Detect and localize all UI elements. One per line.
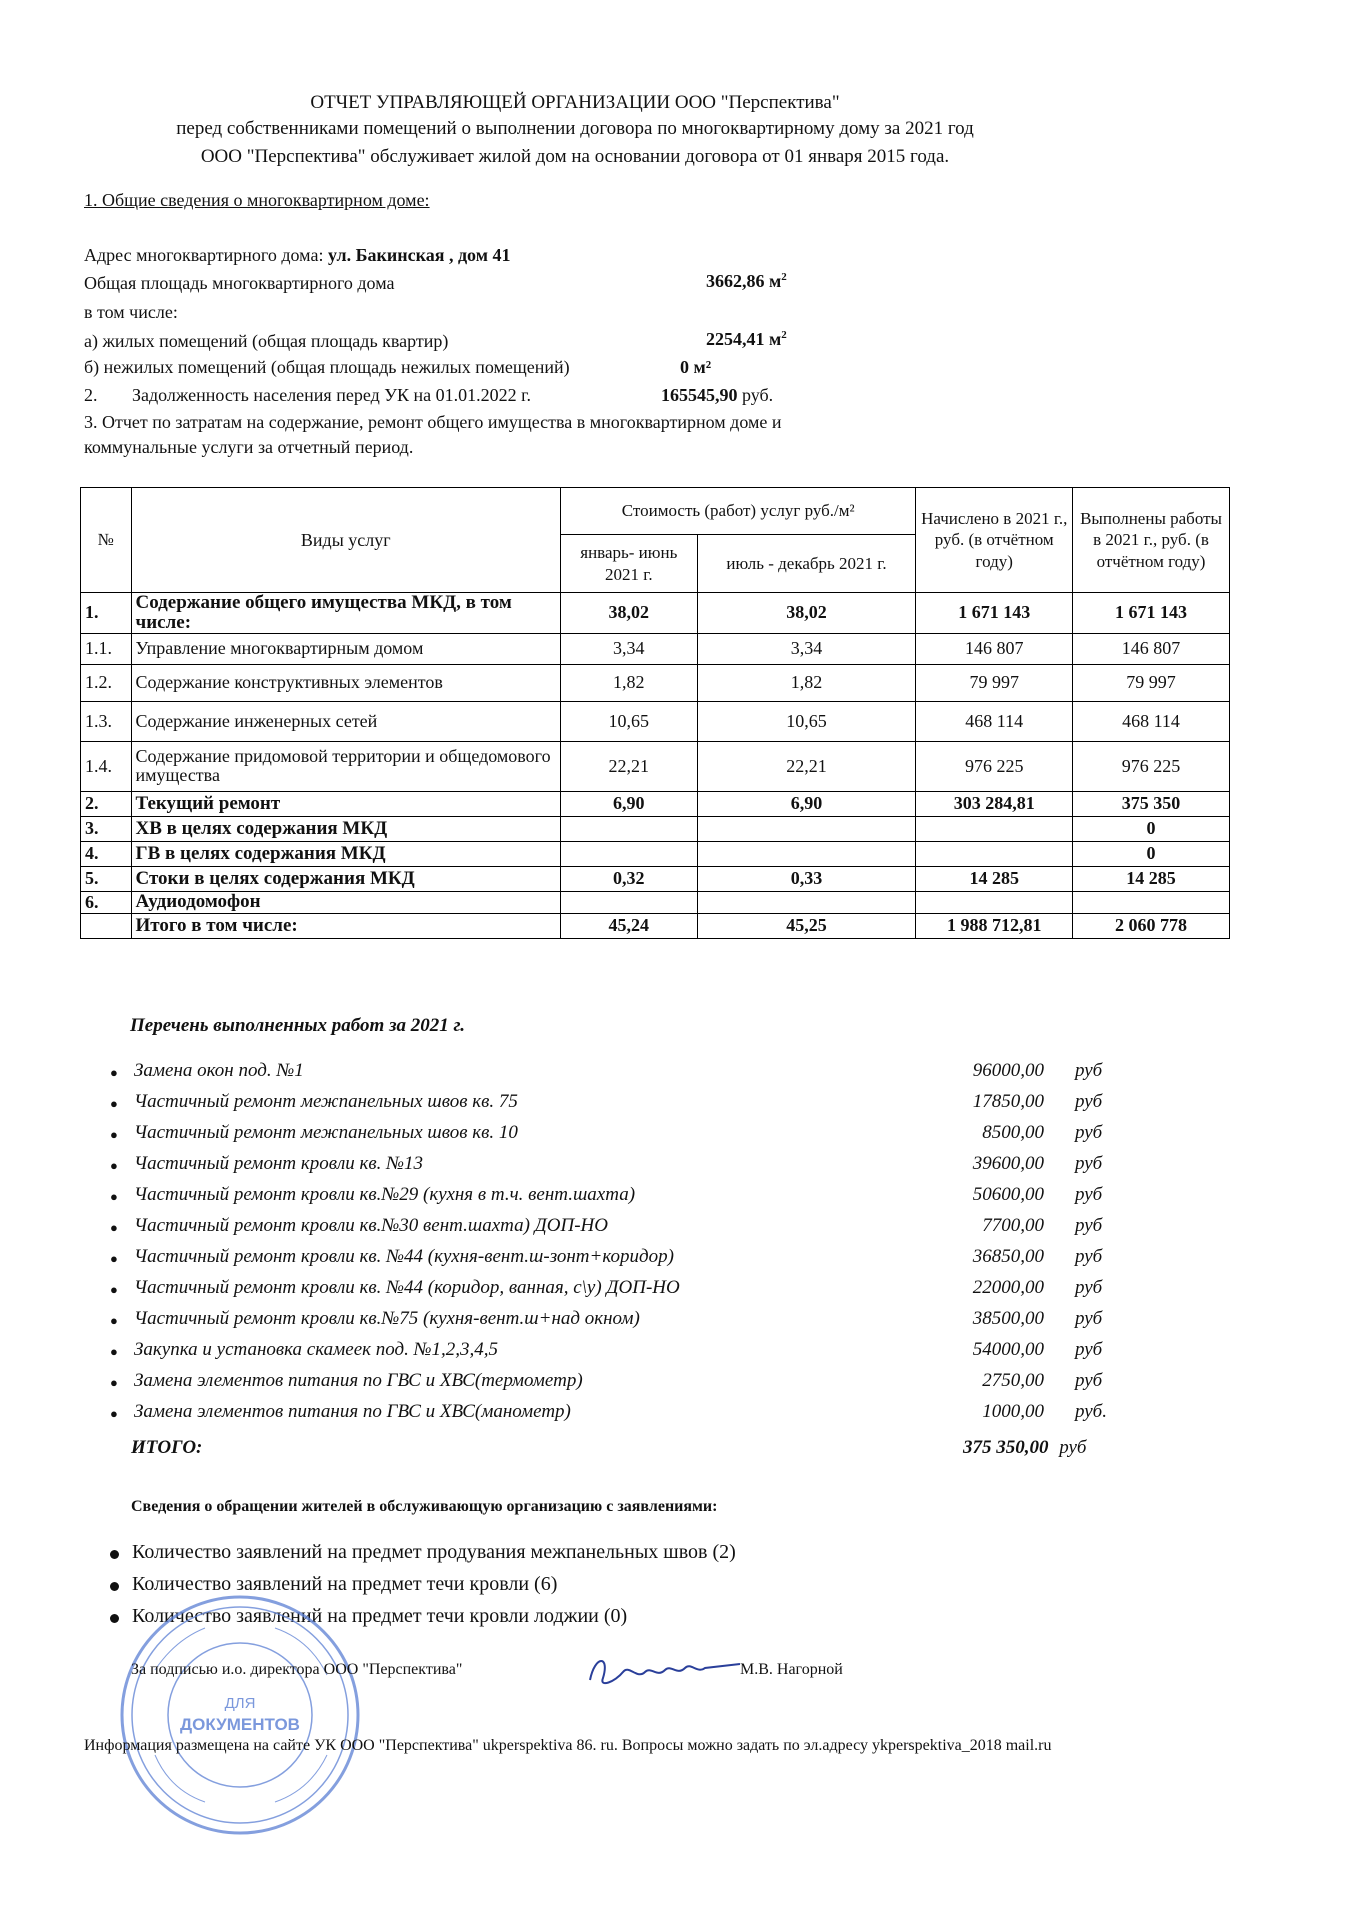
cell-service-name: Содержание придомовой территории и общедомового имущества [131, 741, 561, 791]
work-amount: 17850,00 [972, 1091, 1044, 1112]
address-line [84, 245, 510, 266]
debt-amount: 165545,90 [661, 385, 738, 405]
work-amount: 22000,00 [972, 1277, 1044, 1298]
bullet-icon [110, 1550, 119, 1559]
work-amount: 38500,00 [972, 1308, 1044, 1329]
cell-cost-h1: 10,65 [561, 701, 698, 741]
signatory-name: М.В. Нагорной [740, 1661, 843, 1678]
cell-num: 1. [81, 593, 132, 634]
work-name: Замена элементов питания по ГВС и ХВС(термометр) [134, 1370, 583, 1391]
works-list [102, 1060, 1122, 1432]
work-amount: 54000,00 [972, 1339, 1044, 1360]
application-text: Количество заявлений на предмет продувания межпанельных швов (2) [132, 1541, 736, 1563]
cell-done: 1 671 143 [1073, 593, 1230, 634]
cell-cost-h2: 1,82 [697, 664, 916, 701]
bullet-icon: ● [110, 1375, 118, 1390]
nonliving-label: б) нежилых помещений (общая площадь нежилых помещений) [84, 357, 570, 377]
cell-charged: 303 284,81 [916, 791, 1073, 816]
works-total-line [963, 1437, 1087, 1459]
cell-cost-h2: 0,33 [697, 866, 916, 891]
work-name: Замена окон под. №1 [134, 1060, 304, 1081]
cell-num: 1.1. [81, 633, 132, 664]
cell-cost-h1: 1,82 [561, 664, 698, 701]
work-item [102, 1401, 1122, 1432]
cell-done: 976 225 [1073, 741, 1230, 791]
work-name: Частичный ремонт кровли кв.№29 (кухня в т.ч. вент.шахта) [134, 1184, 636, 1205]
section3-line1: 3. Отчет по затратам на содержание, ремонт общего имущества в многоквартирном доме и [84, 412, 782, 432]
work-item [102, 1184, 1122, 1215]
applications-title: Сведения о обращении жителей в обслуживающую организацию с заявлениями: [131, 1498, 718, 1515]
bullet-icon: ● [110, 1096, 118, 1111]
works-total-value: 375 350,00 [963, 1437, 1049, 1458]
signature-scribble [585, 1650, 745, 1692]
table-row [81, 791, 1230, 816]
services-table-body [81, 593, 1230, 939]
cell-charged: 1 988 712,81 [916, 913, 1073, 938]
bullet-icon: ● [110, 1158, 118, 1173]
work-currency: руб [1075, 1153, 1103, 1174]
cell-cost-h1 [561, 816, 698, 841]
living-value [706, 329, 787, 350]
cell-charged: 468 114 [916, 701, 1073, 741]
work-currency: руб [1075, 1339, 1103, 1360]
work-amount: 7700,00 [982, 1215, 1044, 1236]
cell-cost-h2: 22,21 [697, 741, 916, 791]
cell-service-name: Содержание общего имущества МКД, в том числе: [131, 593, 561, 634]
table-row [81, 633, 1230, 664]
col-h1-header: январь- июнь 2021 г. [561, 535, 698, 593]
cell-service-name: Аудиодомофон [131, 891, 561, 913]
area-sup: 2 [781, 271, 787, 283]
bullet-icon: ● [110, 1282, 118, 1297]
cell-service-name: Содержание инженерных сетей [131, 701, 561, 741]
organization-stamp [115, 1590, 365, 1840]
area-label: Общая площадь многоквартирного дома [84, 273, 395, 293]
cell-charged: 976 225 [916, 741, 1073, 791]
table-row [81, 841, 1230, 866]
cell-charged: 14 285 [916, 866, 1073, 891]
works-total-cur: руб [1059, 1437, 1087, 1458]
cell-service-name: Итого в том числе: [131, 913, 561, 938]
cell-done: 146 807 [1073, 633, 1230, 664]
works-total-label: ИТОГО: [131, 1437, 203, 1458]
cell-num: 1.3. [81, 701, 132, 741]
cell-charged: 79 997 [916, 664, 1073, 701]
section3-line2: коммунальные услуги за отчетный период. [84, 437, 414, 457]
work-name: Частичный ремонт межпанельных швов кв. 75 [134, 1091, 518, 1112]
work-item [102, 1060, 1122, 1091]
work-amount: 50600,00 [972, 1184, 1044, 1205]
cell-num: 6. [81, 891, 132, 913]
stamp-text-1: ДЛЯ [224, 1695, 256, 1712]
work-currency: руб. [1075, 1401, 1107, 1422]
table-row [81, 816, 1230, 841]
cell-done: 2 060 778 [1073, 913, 1230, 938]
debt-label: Задолженность населения перед УК на 01.01.2022 г. [132, 385, 531, 405]
cell-num: 3. [81, 816, 132, 841]
work-currency: руб [1075, 1370, 1103, 1391]
cell-charged: 1 671 143 [916, 593, 1073, 634]
bullet-icon: ● [110, 1065, 118, 1080]
cell-charged [916, 816, 1073, 841]
cell-cost-h2: 6,90 [697, 791, 916, 816]
work-item [102, 1370, 1122, 1401]
cell-service-name: ГВ в целях содержания МКД [131, 841, 561, 866]
work-currency: руб [1075, 1308, 1103, 1329]
work-name: Частичный ремонт кровли кв. №13 [134, 1153, 424, 1174]
work-item [102, 1091, 1122, 1122]
cell-cost-h1: 22,21 [561, 741, 698, 791]
col-kind-header: Виды услуг [131, 488, 561, 593]
cell-cost-h1 [561, 841, 698, 866]
bullet-icon: ● [110, 1406, 118, 1421]
work-amount: 1000,00 [982, 1401, 1044, 1422]
col-done-header: Выполнены работы в 2021 г., руб. (в отчётном году) [1073, 488, 1230, 593]
works-title: Перечень выполненных работ за 2021 г. [130, 1015, 465, 1036]
work-currency: руб [1075, 1060, 1103, 1081]
work-currency: руб [1075, 1122, 1103, 1143]
table-row [81, 741, 1230, 791]
work-item [102, 1215, 1122, 1246]
table-row [81, 664, 1230, 701]
table-row [81, 866, 1230, 891]
cell-cost-h2: 45,25 [697, 913, 916, 938]
work-name: Частичный ремонт кровли кв. №44 (кухня-вент.ш-зонт+коридор) [134, 1246, 674, 1267]
footer-info: Информация размещена на сайте УК ООО "Перспектива" ukperspektiva 86. ru. Вопросы можно задать по эл.адресу ykperspektiva_2018 mail.ru [84, 1737, 1052, 1754]
cell-num: 2. [81, 791, 132, 816]
cell-done: 79 997 [1073, 664, 1230, 701]
cell-done: 14 285 [1073, 866, 1230, 891]
address-label: Адрес многоквартирного дома: [84, 245, 324, 265]
cell-service-name: Управление многоквартирным домом [131, 633, 561, 664]
bullet-icon: ● [110, 1251, 118, 1266]
cell-num: 1.2. [81, 664, 132, 701]
work-name: Закупка и установка скамеек под. №1,2,3,4,5 [134, 1339, 499, 1360]
cell-cost-h1: 3,34 [561, 633, 698, 664]
col-h2-header: июль - декабрь 2021 г. [697, 535, 916, 593]
bullet-icon: ● [110, 1189, 118, 1204]
address-value: ул. Бакинская , дом 41 [327, 245, 511, 265]
report-title: ОТЧЕТ УПРАВЛЯЮЩЕЙ ОРГАНИЗАЦИИ ООО "Перспектива" [310, 92, 840, 113]
work-item [102, 1246, 1122, 1277]
cell-done: 468 114 [1073, 701, 1230, 741]
cell-cost-h1: 45,24 [561, 913, 698, 938]
cell-cost-h1 [561, 891, 698, 913]
work-item [102, 1308, 1122, 1339]
work-item [102, 1153, 1122, 1184]
nonliving-value: 0 м² [680, 357, 712, 377]
work-item [102, 1277, 1122, 1308]
bullet-icon: ● [110, 1313, 118, 1328]
signature-label: За подписью и.о. директора ООО "Перспектива" [131, 1661, 463, 1678]
col-cost-header: Стоимость (работ) услуг руб./м² [561, 488, 916, 535]
cell-service-name: Содержание конструктивных элементов [131, 664, 561, 701]
cell-done: 0 [1073, 816, 1230, 841]
area-value [706, 271, 787, 292]
bullet-icon: ● [110, 1127, 118, 1142]
incl-label: в том числе: [84, 302, 178, 322]
cell-done: 375 350 [1073, 791, 1230, 816]
cell-num [81, 913, 132, 938]
application-text: Количество заявлений на предмет течи кровли лоджии (0) [132, 1605, 628, 1627]
work-currency: руб [1075, 1091, 1103, 1112]
cell-cost-h2 [697, 891, 916, 913]
cell-cost-h2: 3,34 [697, 633, 916, 664]
cell-charged: 146 807 [916, 633, 1073, 664]
cell-cost-h2 [697, 841, 916, 866]
work-item [102, 1339, 1122, 1370]
services-table [80, 487, 1230, 939]
cell-num: 1.4. [81, 741, 132, 791]
debt-num: 2. [84, 385, 98, 405]
cell-cost-h1: 0,32 [561, 866, 698, 891]
work-amount: 2750,00 [982, 1370, 1044, 1391]
cell-service-name: Стоки в целях содержания МКД [131, 866, 561, 891]
cell-cost-h2: 10,65 [697, 701, 916, 741]
table-row [81, 593, 1230, 634]
cell-service-name: Текущий ремонт [131, 791, 561, 816]
section1-title: 1. Общие сведения о многоквартирном доме: [84, 190, 430, 210]
bullet-icon: ● [110, 1344, 118, 1359]
living-label: а) жилых помещений (общая площадь квартир) [84, 331, 449, 351]
cell-cost-h2 [697, 816, 916, 841]
table-row [81, 701, 1230, 741]
stamp-text-2: ДОКУМЕНТОВ [180, 1715, 300, 1734]
cell-cost-h1: 38,02 [561, 593, 698, 634]
cell-cost-h2: 38,02 [697, 593, 916, 634]
bullet-icon: ● [110, 1220, 118, 1235]
work-name: Частичный ремонт межпанельных швов кв. 10 [134, 1122, 518, 1143]
report-subtitle: перед собственниками помещений о выполнении договора по многоквартирному дому за 2021 год [176, 118, 974, 139]
work-amount: 39600,00 [972, 1153, 1044, 1174]
work-amount: 36850,00 [972, 1246, 1044, 1267]
work-item [102, 1122, 1122, 1153]
cell-done: 0 [1073, 841, 1230, 866]
work-name: Частичный ремонт кровли кв.№30 вент.шахта) ДОП-НО [134, 1215, 608, 1236]
cell-num: 5. [81, 866, 132, 891]
work-amount: 96000,00 [972, 1060, 1044, 1081]
work-name: Частичный ремонт кровли кв.№75 (кухня-вент.ш+над окном) [134, 1308, 640, 1329]
area-value-text: 3662,86 м [706, 271, 782, 291]
application-text: Количество заявлений на предмет течи кровли (6) [132, 1573, 558, 1595]
work-currency: руб [1075, 1184, 1103, 1205]
cell-done [1073, 891, 1230, 913]
cell-num: 4. [81, 841, 132, 866]
col-charged-header: Начислено в 2021 г., руб. (в отчётном году) [916, 488, 1073, 593]
work-amount: 8500,00 [982, 1122, 1044, 1143]
cell-service-name: ХВ в целях содержания МКД [131, 816, 561, 841]
table-row [81, 891, 1230, 913]
cell-charged [916, 841, 1073, 866]
cell-charged [916, 891, 1073, 913]
work-currency: руб [1075, 1246, 1103, 1267]
debt-value [661, 385, 773, 406]
work-name: Частичный ремонт кровли кв. №44 (коридор, ванная, с\у) ДОП-НО [134, 1277, 680, 1298]
living-sup: 2 [781, 329, 787, 341]
living-value-text: 2254,41 м [706, 329, 782, 349]
work-currency: руб [1075, 1277, 1103, 1298]
col-num-header: № [81, 488, 132, 593]
cell-cost-h1: 6,90 [561, 791, 698, 816]
table-row [81, 913, 1230, 938]
work-currency: руб [1075, 1215, 1103, 1236]
work-name: Замена элементов питания по ГВС и ХВС(манометр) [134, 1401, 571, 1422]
contract-info: ООО "Перспектива" обслуживает жилой дом на основании договора от 01 января 2015 года. [200, 146, 950, 167]
debt-unit: руб. [742, 385, 774, 405]
